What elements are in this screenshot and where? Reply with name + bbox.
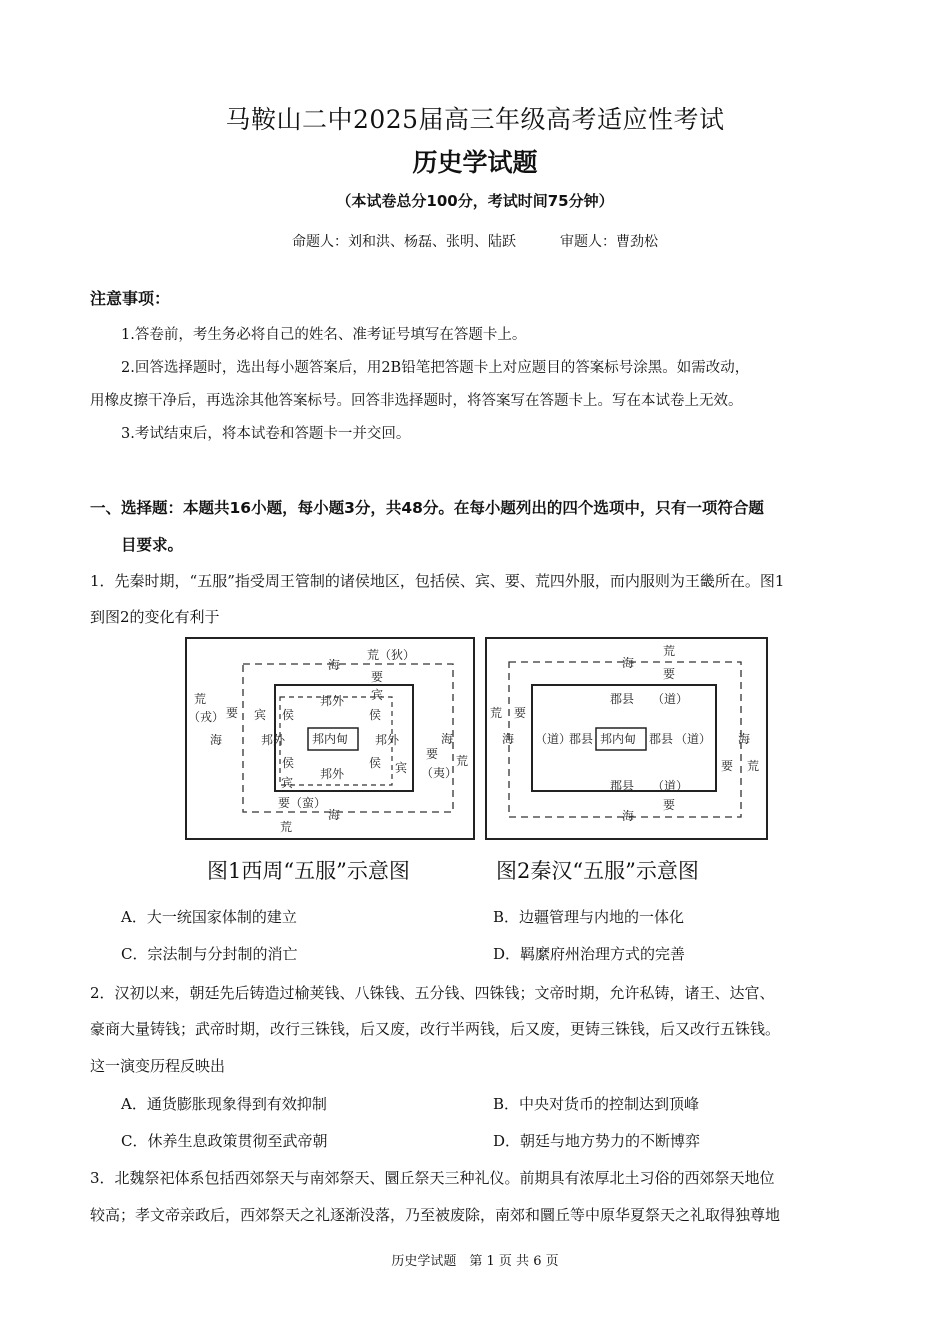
fig2-junxian-left: 郡县 [569, 732, 594, 746]
figure-2-diagram [485, 637, 768, 840]
fig1-yi: （夷） [421, 766, 458, 780]
fig1-center: 邦内甸 [312, 732, 349, 746]
fig1-bangwai-top: 邦外 [320, 694, 345, 708]
figure-1-caption: 图1西周“五服”示意图 [207, 859, 410, 883]
figure-2-caption: 图2秦汉“五服”示意图 [496, 859, 699, 883]
notice-item-1: 1.答卷前，考生务必将自己的姓名、准考证号填写在答题卡上。 [121, 327, 527, 343]
fig1-bin-top: 宾 [371, 688, 384, 702]
q2-option-a: A．通货膨胀现象得到有效抑制 [121, 1095, 327, 1113]
fig1-yao-right: 要 [426, 747, 439, 761]
q1-option-a: A．大一统国家体制的建立 [121, 908, 297, 926]
fig2-junxian-top: 郡县 [610, 692, 635, 706]
exam-title: 马鞍山二中2025届高三年级高考适应性考试 [225, 105, 725, 134]
author-line [0, 231, 950, 251]
figure-1-diagram [185, 637, 475, 840]
section-heading-line-1: 一、选择题：本题共16小题，每小题3分，共48分。在每小题列出的四个选项中，只有一项符合题 [90, 499, 764, 517]
fig2-bottom-hai: 海 [622, 809, 635, 823]
notice-heading: 注意事项： [90, 289, 171, 308]
fig1-bin-left: 宾 [254, 708, 267, 722]
q1-stem-line-1: 1．先秦时期，“五服”指受周王管制的诸侯地区，包括侯、宾、要、荒四外服，而内服则为王畿所在。图1 [90, 572, 785, 590]
fig1-left-rong: （戎） [188, 710, 225, 724]
fig2-junxian-right: 郡县 [649, 732, 674, 746]
page-footer: 历史学试题 第 1 页 共 6 页 [391, 1254, 559, 1269]
subject-title: 历史学试题 [412, 148, 538, 177]
q2-stem-line-2: 豪商大量铸钱；武帝时期，改行三铢钱，后又废，改行半两钱，后又废，更铸三铢钱，后又改行五铢钱。 [90, 1020, 781, 1038]
fig2-left-yao: 要 [514, 706, 527, 720]
q1-option-d: D．羁縻府州治理方式的完善 [493, 945, 686, 963]
authors: 命题人：刘和洪、杨磊、张明、陆跃 [292, 234, 516, 250]
fig1-bottom-hai: 海 [328, 808, 341, 822]
fig1-hou-tr: 侯 [369, 708, 382, 722]
q3-stem-line-1: 3．北魏祭祀体系包括西郊祭天与南郊祭天、圜丘祭天三种礼仪。前期具有浓厚北土习俗的西郊祭天地位 [90, 1169, 775, 1187]
fig2-junxian-bottom: 郡县 [610, 779, 635, 793]
fig2-right-yao: 要 [721, 759, 734, 773]
fig2-right-hai: 海 [738, 732, 751, 746]
section-heading-line-2: 目要求。 [121, 536, 184, 554]
fig1-top-yao: 要 [371, 670, 384, 684]
fig1-bin-bottom: 宾 [281, 776, 294, 790]
fig2-dao-top: （道） [652, 692, 689, 706]
fig2-dao-right: （道） [675, 732, 712, 746]
fig1-bangwai-bottom: 邦外 [320, 767, 345, 781]
fig1-hou-tl: 侯 [282, 708, 295, 722]
fig1-left-hai: 海 [210, 733, 223, 747]
fig1-hou-bl: 侯 [282, 756, 295, 770]
q2-stem-line-3: 这一演变历程反映出 [90, 1057, 226, 1075]
q1-option-b: B．边疆管理与内地的一体化 [493, 908, 685, 926]
fig2-top-yao: 要 [663, 667, 676, 681]
fig1-top-hai: 海 [328, 658, 341, 672]
q2-stem-line-1: 2．汉初以来，朝廷先后铸造过榆荚钱、八铢钱、五分钱、四铢钱；文帝时期，允许私铸，诸王、达官、 [90, 984, 775, 1002]
reviewer: 审题人：曹劲松 [560, 234, 658, 250]
fig1-bottom-huang: 荒 [280, 820, 293, 834]
fig2-dao-bottom: （道） [652, 779, 689, 793]
fig2-left-hai: 海 [502, 732, 515, 746]
fig1-yao-left: 要 [226, 706, 239, 720]
fig1-bin-right: 宾 [395, 761, 408, 775]
fig2-top-hai: 海 [622, 656, 635, 670]
fig1-yao-man: 要（蛮） [278, 796, 327, 810]
fig1-top-huang: 荒（狄） [367, 648, 416, 662]
fig2-top-huang: 荒 [663, 644, 676, 658]
q2-option-b: B．中央对货币的控制达到顶峰 [493, 1095, 700, 1113]
fig1-bangwai-right: 邦外 [375, 733, 400, 747]
fig2-dao-left: （道） [535, 732, 572, 746]
fig2-bottom-yao: 要 [663, 798, 676, 812]
notice-item-2-line-1: 2.回答选择题时，选出每小题答案后，用2B铅笔把答题卡上对应题目的答案标号涂黑。如需改动， [121, 360, 750, 376]
q1-option-c: C．宗法制与分封制的消亡 [121, 945, 298, 963]
fig2-center: 邦内甸 [600, 732, 637, 746]
notice-item-2-line-2: 用橡皮擦干净后，再选涂其他答案标号。回答非选择题时，将答案写在答题卡上。写在本试卷上无效。 [90, 393, 743, 409]
q3-stem-line-2: 较高；孝文帝亲政后，西郊祭天之礼逐渐没落，乃至被废除，南郊和圜丘等中原华夏祭天之礼取得独尊地 [90, 1206, 781, 1224]
q2-option-c: C．休养生息政策贯彻至武帝朝 [121, 1132, 328, 1150]
fig1-right-huang: 荒 [456, 754, 469, 768]
fig1-hou-br: 侯 [369, 756, 382, 770]
exam-info: （本试卷总分100分，考试时间75分钟） [336, 192, 614, 210]
fig2-right-huang: 荒 [747, 759, 760, 773]
notice-item-3: 3.考试结束后，将本试卷和答题卡一并交回。 [121, 426, 411, 442]
fig1-right-hai: 海 [441, 732, 454, 746]
fig1-bangwai-left: 邦外 [261, 733, 286, 747]
q2-option-d: D．朝廷与地方势力的不断博弈 [493, 1132, 701, 1150]
q1-stem-line-2: 到图2的变化有利于 [90, 608, 220, 626]
fig1-left-huang: 荒 [194, 692, 207, 706]
fig2-left-huang: 荒 [490, 706, 503, 720]
